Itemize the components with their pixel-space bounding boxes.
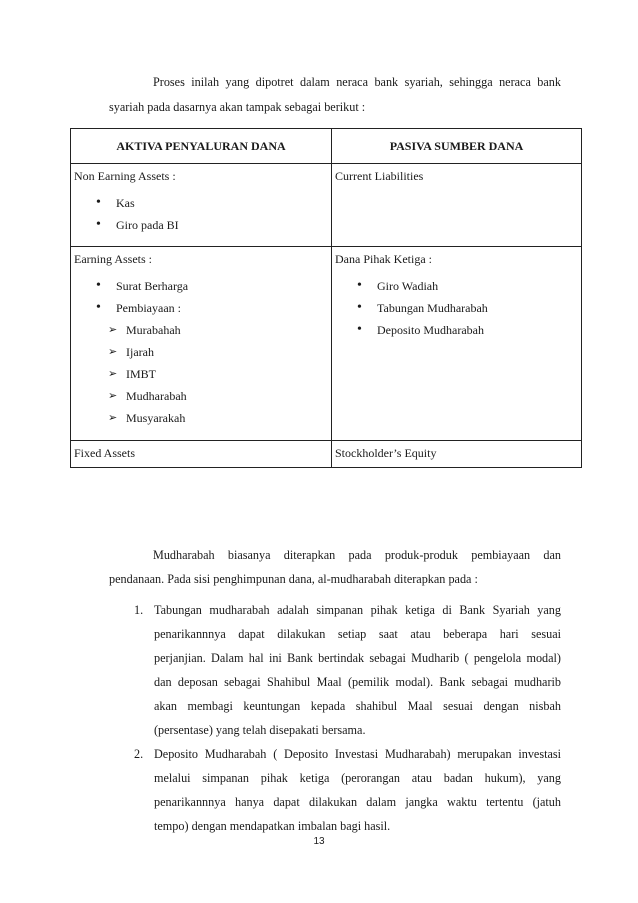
header-aktiva: AKTIVA PENYALURAN DANA xyxy=(71,129,332,164)
list-item: • Surat Berharga xyxy=(96,275,328,297)
list-item: ➢ Murabahah xyxy=(108,319,328,341)
list-item: ➢ Mudharabah xyxy=(108,385,328,407)
list-line: melalui simpanan pihak ketiga (perorangan atau badan hukum), yang xyxy=(154,771,561,785)
cell-dana-pihak-ketiga xyxy=(332,247,582,441)
list-line: Tabungan mudharabah adalah simpanan pihak ketiga di Bank Syariah yang xyxy=(154,603,561,617)
fixed-assets-title: Fixed Assets xyxy=(74,446,136,460)
list-line: dan deposan sebagai Shahibul Maal (pemilik modal). Bank sebagai mudharib xyxy=(154,675,561,689)
balance-sheet-table xyxy=(70,128,582,468)
cell-non-earning-assets xyxy=(71,164,332,247)
list-item: • Kas xyxy=(96,192,328,214)
list-number: 2. xyxy=(134,747,144,761)
current-liabilities-title: Current Liabilities xyxy=(335,169,424,183)
list-line: Deposito Mudharabah ( Deposito Investasi Mudharabah) merupakan investasi xyxy=(154,747,561,761)
non-earning-assets-title: Non Earning Assets : xyxy=(74,169,176,183)
cell-current-liabilities xyxy=(332,164,582,247)
list-number: 1. xyxy=(134,603,144,617)
list-item xyxy=(134,598,561,742)
intro-line-2: syariah pada dasarnya akan tampak sebagai berikut : xyxy=(109,100,366,114)
list-item: ➢ Musyarakah xyxy=(108,407,328,429)
numbered-list xyxy=(134,598,561,838)
list-line: perjanjian. Dalam hal ini Bank bertindak sebagai Mudharib ( pengelola modal) xyxy=(154,651,561,665)
cell-stockholders-equity xyxy=(332,441,582,468)
list-line: tempo) dengan mendapatkan imbalan bagi hasil. xyxy=(154,819,391,833)
list-item: • Pembiayaan : xyxy=(96,297,328,319)
list-line: akan membagi keuntungan kepada shahibul Maal sesuai dengan nisbah xyxy=(154,699,561,713)
list-line: penarikannnya dapat dilakukan setiap saat atau beberapa hari sesuai xyxy=(154,627,561,641)
stockholders-equity-title: Stockholder’s Equity xyxy=(335,446,437,460)
cell-fixed-assets xyxy=(71,441,332,468)
list-item: • Deposito Mudharabah xyxy=(357,319,578,341)
page-number: 13 xyxy=(313,836,325,847)
intro-line-1: Proses inilah yang dipotret dalam neraca bank syariah, sehingga neraca bank xyxy=(153,75,561,89)
list-line: (persentase) yang telah disepakati bersama. xyxy=(154,723,366,737)
list-item: • Giro Wadiah xyxy=(357,275,578,297)
list-item xyxy=(134,742,561,838)
list-item: • Tabungan Mudharabah xyxy=(357,297,578,319)
earning-assets-title: Earning Assets : xyxy=(74,252,152,266)
list-line: penarikannnya hanya dapat dilakukan dalam jangka waktu tertentu (jatuh xyxy=(154,795,561,809)
list-item: ➢ Ijarah xyxy=(108,341,328,363)
para2-line-2: pendanaan. Pada sisi penghimpunan dana, al-mudharabah diterapkan pada : xyxy=(109,572,478,586)
cell-earning-assets xyxy=(71,247,332,441)
header-pasiva: PASIVA SUMBER DANA xyxy=(332,129,582,164)
list-item: • Giro pada BI xyxy=(96,214,328,236)
para2-line-1: Mudharabah biasanya diterapkan pada produk-produk pembiayaan dan xyxy=(153,548,561,562)
list-item: ➢ IMBT xyxy=(108,363,328,385)
dana-pihak-ketiga-title: Dana Pihak Ketiga : xyxy=(335,252,432,266)
